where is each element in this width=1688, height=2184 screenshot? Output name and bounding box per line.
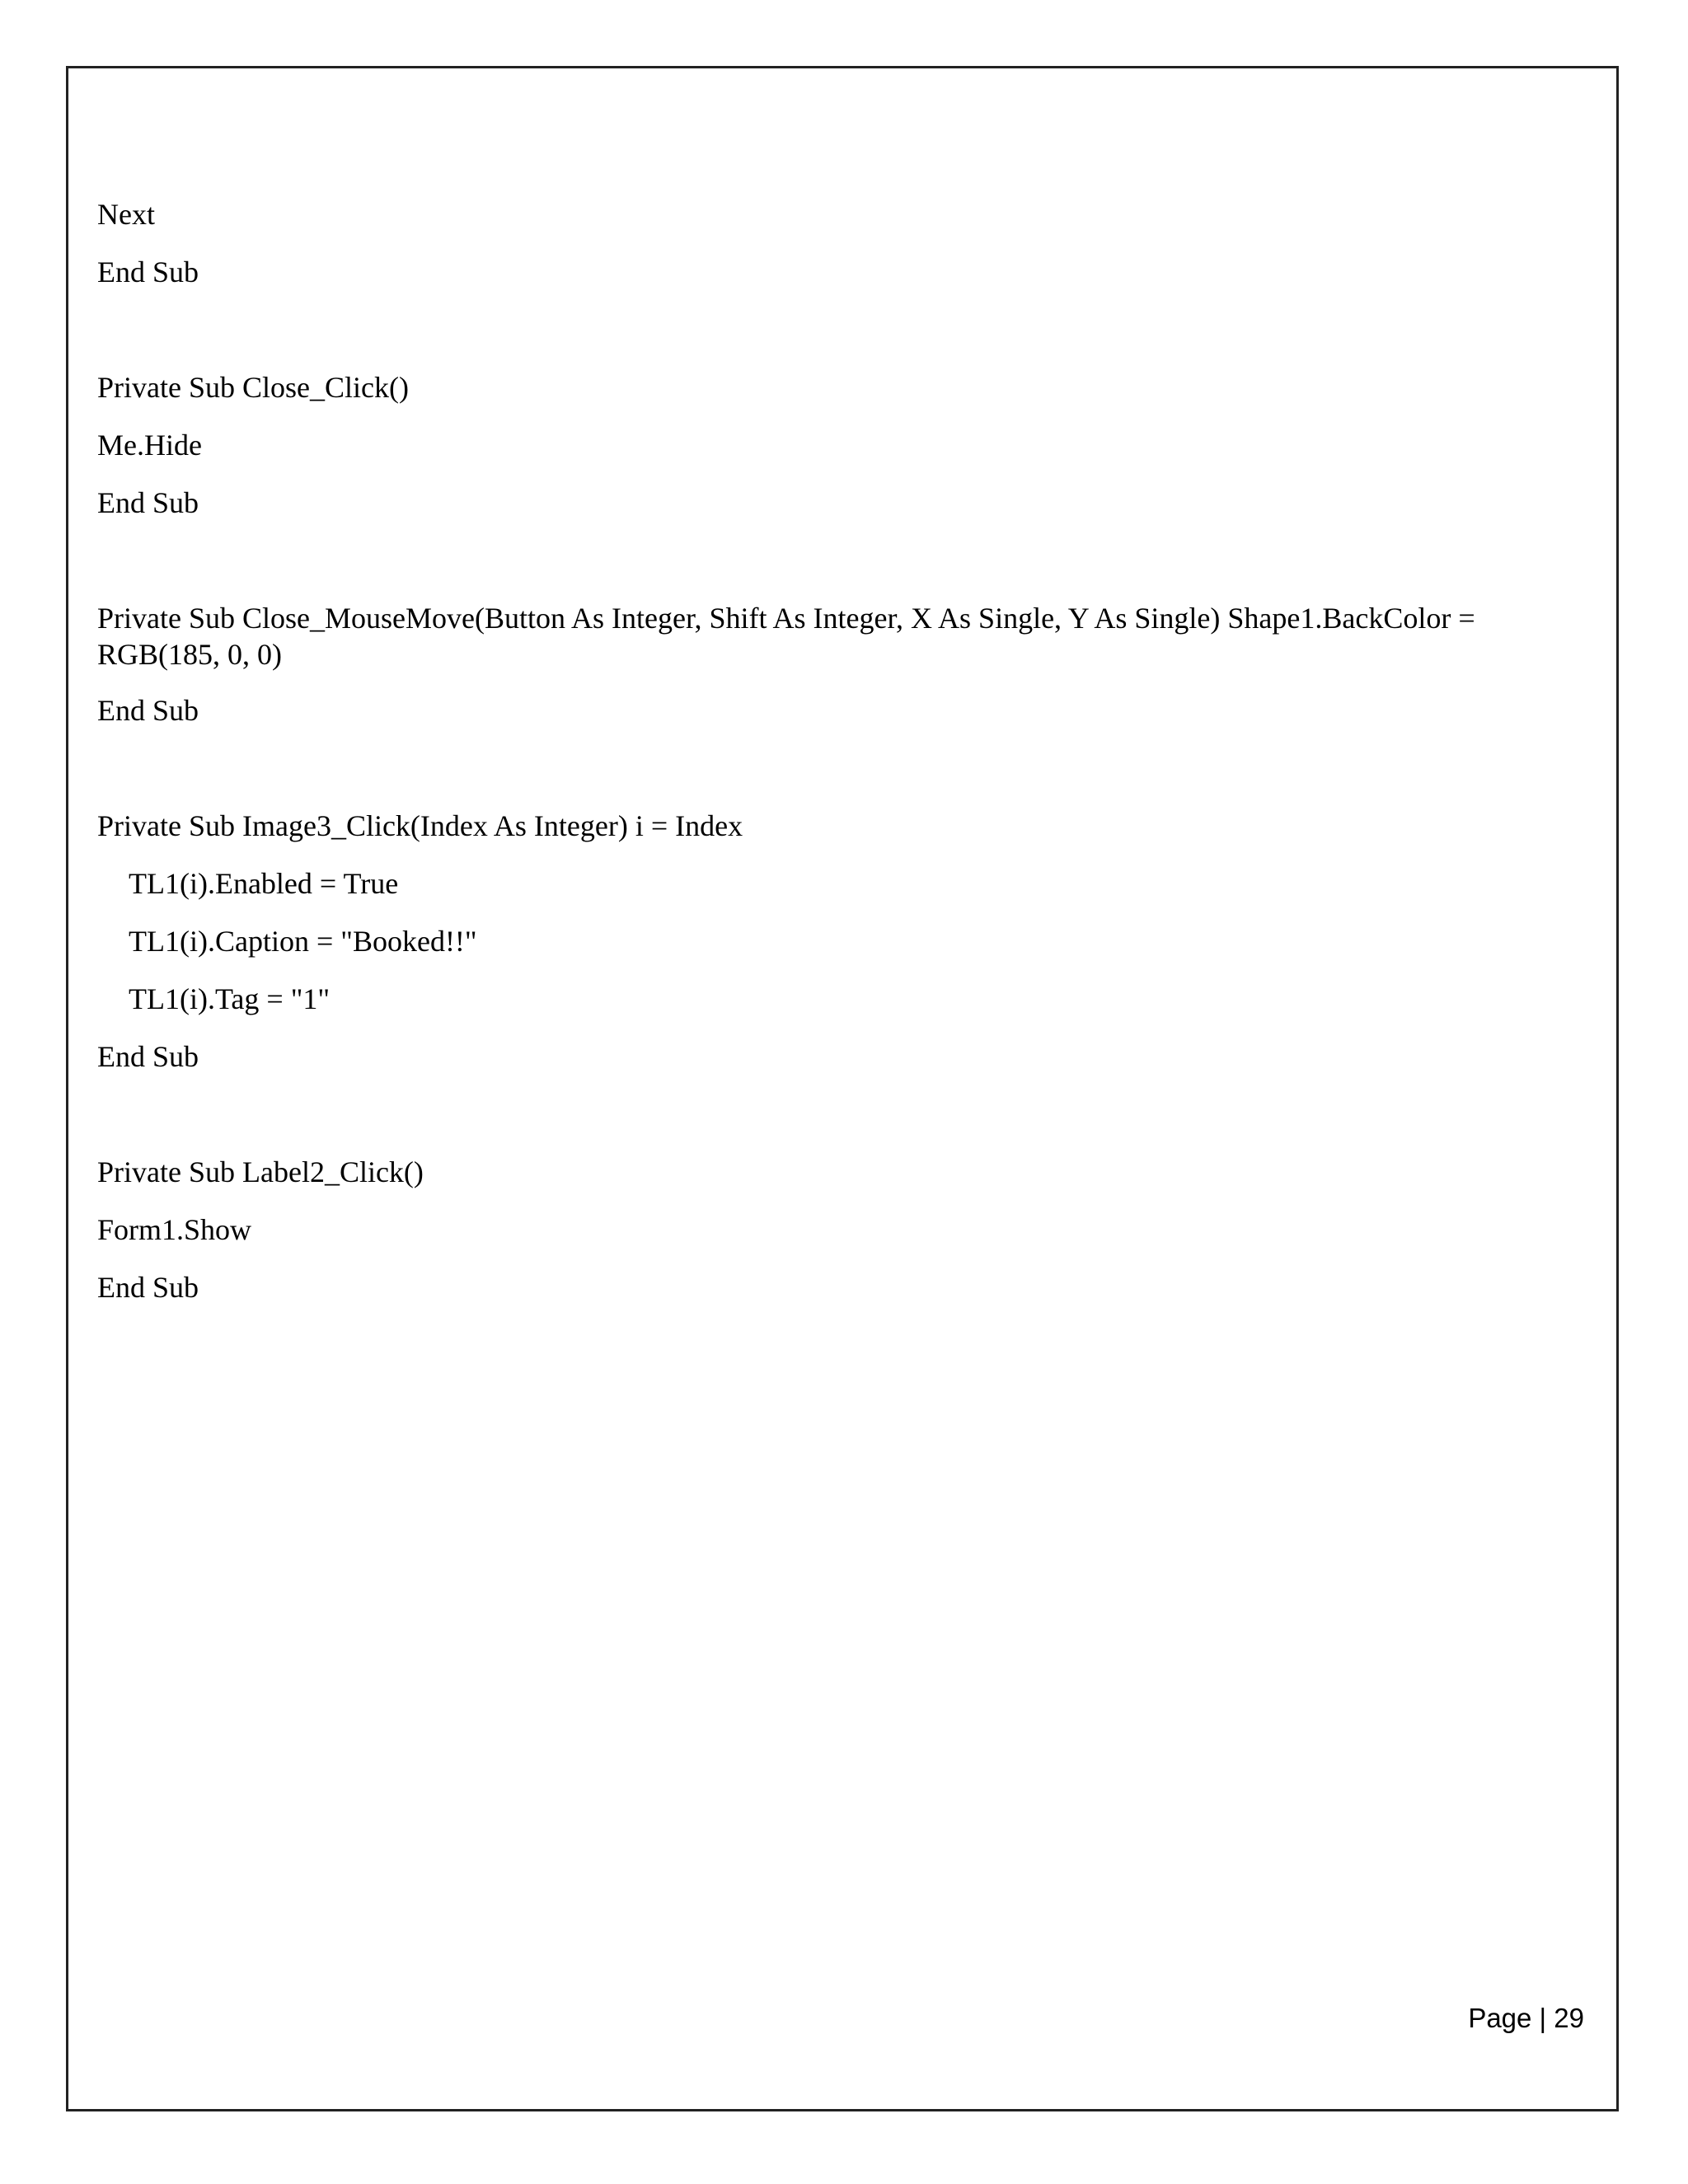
code-line-end-sub: End Sub: [97, 255, 199, 288]
code-line-tl1-enabled: TL1(i).Enabled = True: [129, 867, 399, 900]
code-line-end-sub: End Sub: [97, 1271, 199, 1304]
code-line-end-sub: End Sub: [97, 486, 199, 519]
code-line-form1-show: Form1.Show: [97, 1213, 252, 1246]
code-line-end-sub: End Sub: [97, 694, 199, 727]
code-line-me-hide: Me.Hide: [97, 429, 202, 462]
code-line-next: Next: [97, 198, 155, 231]
code-line-end-sub: End Sub: [97, 1040, 199, 1073]
code-line-sub-image3-click: Private Sub Image3_Click(Index As Integer) i = Index: [97, 809, 743, 842]
code-line-tl1-caption: TL1(i).Caption = "Booked!!": [129, 925, 477, 958]
code-line-tl1-tag: TL1(i).Tag = "1": [129, 982, 331, 1015]
page-number: Page | 29: [1468, 2003, 1584, 2033]
code-line-sub-close-mousemove: Private Sub Close_MouseMove(Button As Integer, Shift As Integer, X As Single, Y As Single) Shape1.BackColor = RGB(185, 0, 0): [97, 602, 1475, 671]
code-line-sub-label2-click: Private Sub Label2_Click(): [97, 1155, 424, 1188]
code-line-sub-close-click: Private Sub Close_Click(): [97, 371, 409, 404]
